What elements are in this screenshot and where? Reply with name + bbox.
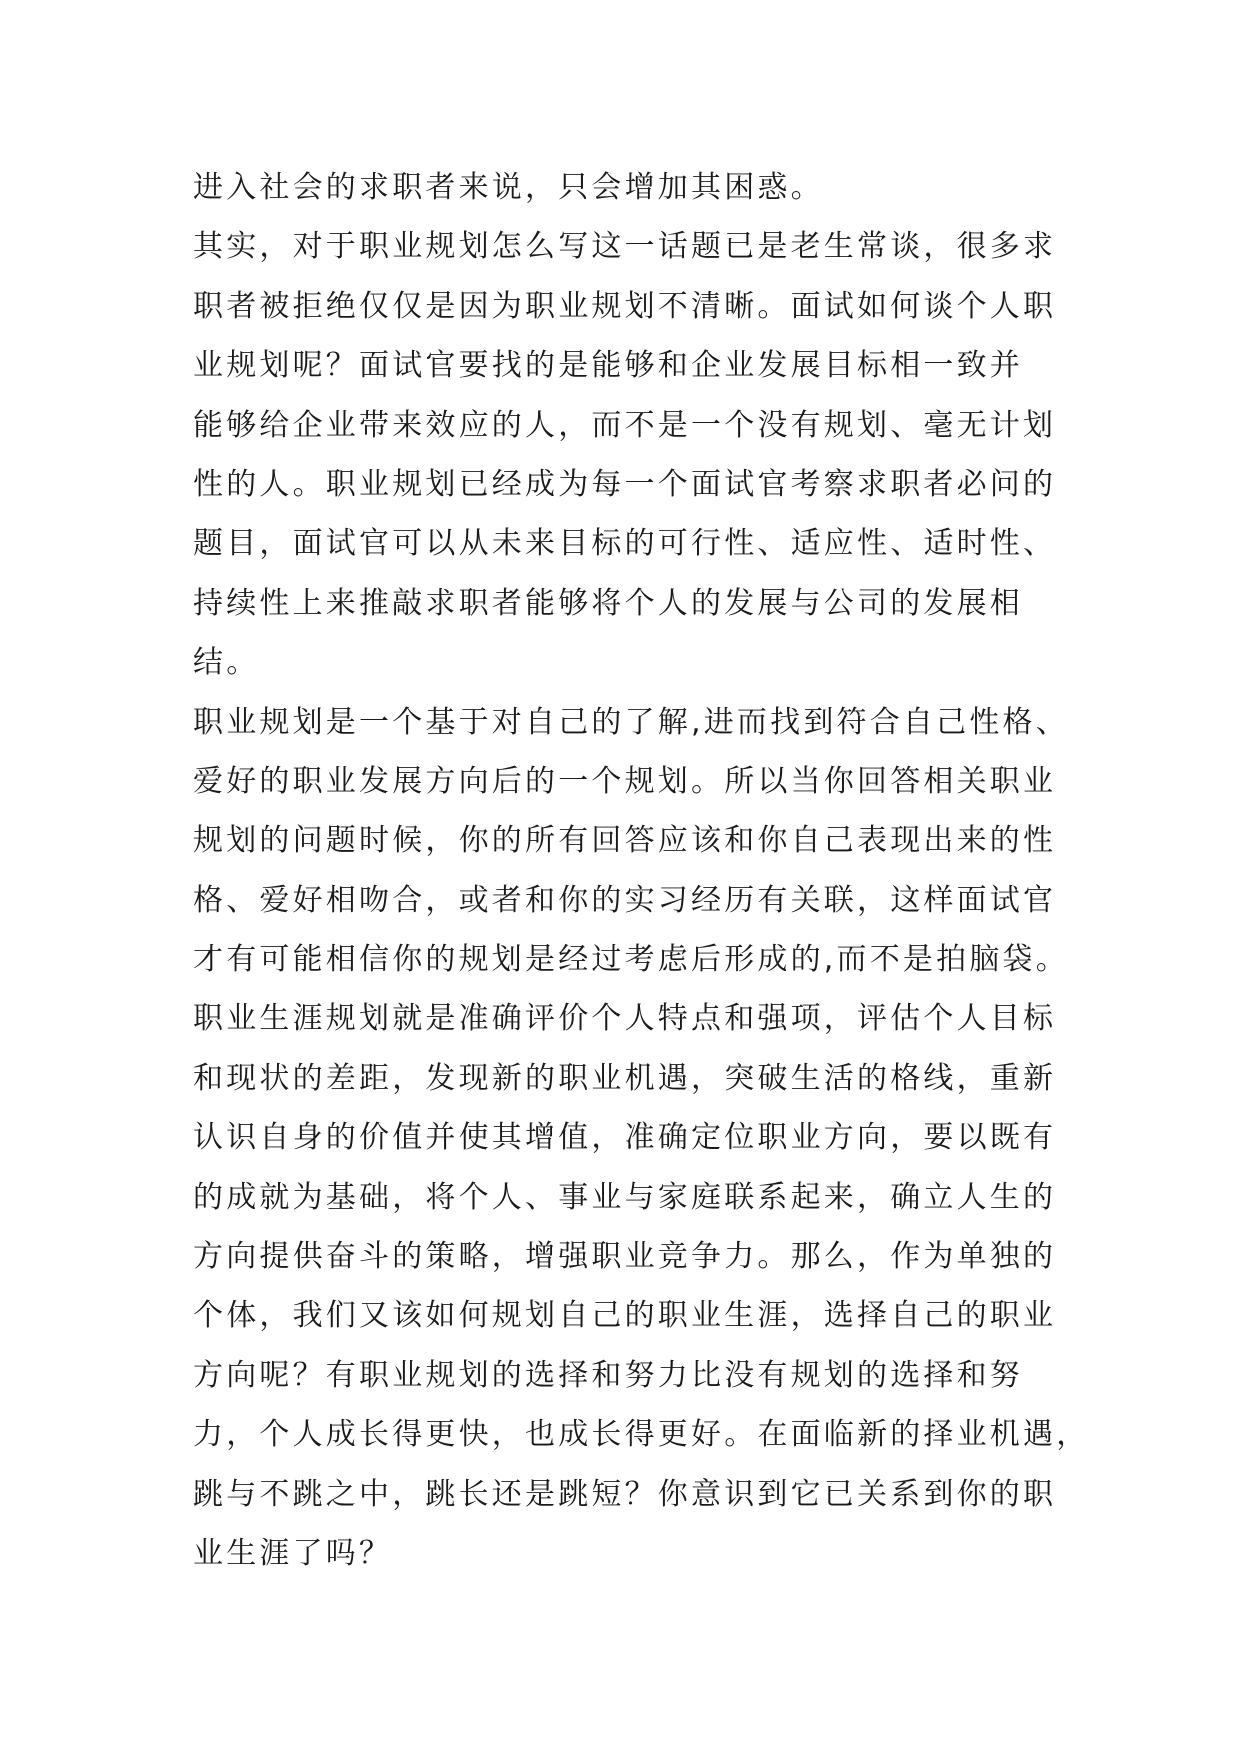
text-line: 跳与不跳之中，跳长还是跳短？你意识到它已关系到你的职	[193, 1476, 1057, 1512]
text-line: 格、爱好相吻合，或者和你的实习经历有关联，这样面试官	[193, 882, 1057, 918]
text-line: 职者被拒绝仅仅是因为职业规划不清晰。面试如何谈个人职	[193, 288, 1057, 324]
text-line: 持续性上来推敲求职者能够将个人的发展与公司的发展相	[193, 585, 1023, 621]
text-line: 爱好的职业发展方向后的一个规划。所以当你回答相关职业	[193, 763, 1057, 799]
text-line: 结。	[193, 645, 260, 681]
text-line: 力，个人成长得更快，也成长得更好。在面临新的择业机遇，	[193, 1417, 1090, 1453]
text-line: 方向呢？有职业规划的选择和努力比没有规划的选择和努	[193, 1357, 1023, 1393]
text-line: 进入社会的求职者来说，只会增加其困惑。	[193, 170, 824, 205]
text-line: 才有可能相信你的规划是经过考虑后形成的,而不是拍脑袋。	[193, 942, 1069, 978]
text-line: 业生涯了吗？	[193, 1535, 393, 1571]
text-line: 规划的问题时候，你的所有回答应该和你自己表现出来的性	[193, 823, 1057, 859]
text-line: 方向提供奋斗的策略，增强职业竞争力。那么，作为单独的	[193, 1239, 1057, 1275]
text-line: 和现状的差距，发现新的职业机遇，突破生活的格线，重新	[193, 1060, 1057, 1096]
text-line: 能够给企业带来效应的人，而不是一个没有规划、毫无计划	[193, 407, 1057, 443]
text-line: 认识自身的价值并使其增值，准确定位职业方向，要以既有	[193, 1120, 1057, 1156]
text-line: 题目，面试官可以从未来目标的可行性、适应性、适时性、	[193, 526, 1057, 562]
text-line: 职业规划是一个基于对自己的了解,进而找到符合自己性格、	[193, 704, 1069, 740]
text-line: 性的人。职业规划已经成为每一个面试官考察求职者必问的	[193, 466, 1057, 502]
text-line: 其实，对于职业规划怎么写这一话题已是老生常谈，很多求	[193, 229, 1057, 265]
text-line: 业规划呢？面试官要找的是能够和企业发展目标相一致并	[193, 348, 1023, 384]
text-line: 个体，我们又该如何规划自己的职业生涯，选择自己的职业	[193, 1298, 1057, 1334]
body-text	[193, 158, 1093, 1583]
text-line: 职业生涯规划就是准确评价个人特点和强项，评估个人目标	[193, 1001, 1057, 1037]
text-line: 的成就为基础，将个人、事业与家庭联系起来，确立人生的	[193, 1179, 1057, 1215]
